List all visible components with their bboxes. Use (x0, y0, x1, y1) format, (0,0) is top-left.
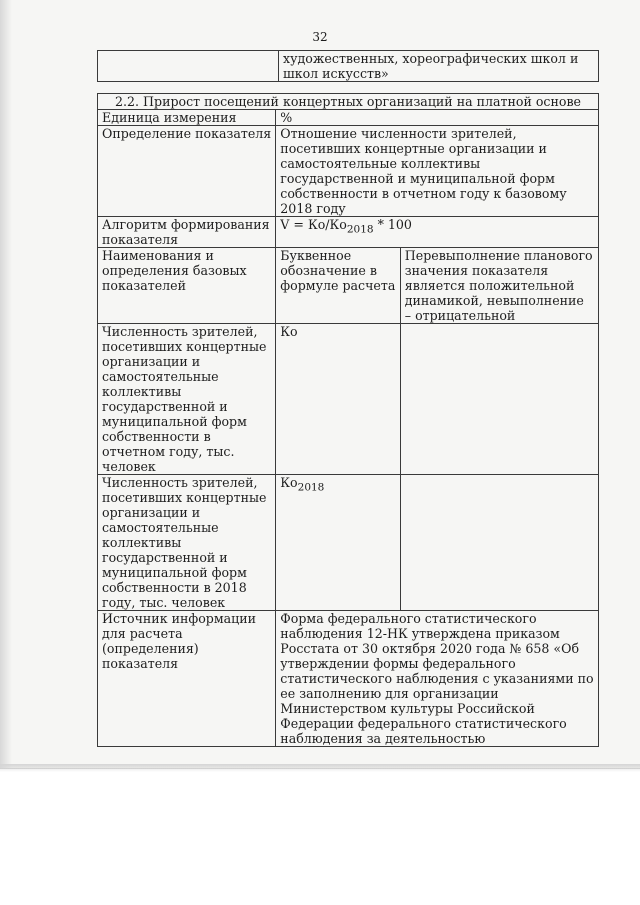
scan-shadow-left (0, 0, 12, 768)
unit-value: % (276, 110, 599, 126)
formula-suffix: * 100 (373, 217, 412, 232)
formula-prefix: V = Ко/Ко (280, 217, 347, 232)
ko2018-label: Численность зрителей, посетивших концертные организации и самостоятельные коллективы государственной и муниципальной форм собственности в 2018 году, тыс. человек (98, 475, 276, 611)
table-row (98, 217, 599, 248)
table-row (98, 51, 599, 82)
base-indicators-label: Наименования и определения базовых показателей (98, 248, 276, 324)
unit-label: Единица измерения (98, 110, 276, 126)
ko2018-symbol (276, 475, 400, 611)
table-row (98, 110, 599, 126)
algorithm-formula (276, 217, 599, 248)
table-row (98, 126, 599, 217)
indicator-title: 2.2. Прирост посещений концертных организаций на платной основе (98, 94, 599, 110)
symbol-header: Буквенное обозначение в формуле расчета (276, 248, 400, 324)
indicator-table (97, 93, 599, 747)
empty-cell (98, 51, 279, 82)
table-row (98, 475, 599, 611)
table-row (98, 324, 599, 475)
continuation-table (97, 50, 599, 82)
scan-bottom-edge (0, 764, 640, 772)
source-label: Источник информации для расчета (определения) показателя (98, 611, 276, 747)
formula-subscript: 2018 (346, 223, 374, 236)
table-row (98, 94, 599, 110)
dynamics-note: Перевыполнение планового значения показателя является положительной динамикой, невыполнение – отрицательной (400, 248, 598, 324)
table-row (98, 248, 599, 324)
algorithm-label: Алгоритм формирования показателя (98, 217, 276, 248)
page-number: 32 (312, 30, 328, 44)
definition-value: Отношение численности зрителей, посетивших концертные организации и самостоятельные коллективы государственной и муниципальной форм собственности в отчетном году к базовому 2018 году (276, 126, 599, 217)
ko-label: Численность зрителей, посетивших концертные организации и самостоятельные коллективы государственной и муниципальной форм собственности в отчетном году, тыс. человек (98, 324, 276, 475)
ko-symbol: Ко (276, 324, 400, 475)
ko2018-symbol-subscript: 2018 (297, 481, 325, 494)
source-value: Форма федерального статистического наблюдения 12-НК утверждена приказом Росстата от 30 октября 2020 года № 658 «Об утверждении формы федерального статистического наблюдения с указаниями по ее заполнению для организации Министерством культуры Российской Федерации федерального статистического наблюдения за деятельностью (276, 611, 599, 747)
continuation-text: художественных, хореографических школ и школ искусств» (279, 51, 599, 82)
empty-cell (400, 324, 598, 475)
definition-label: Определение показателя (98, 126, 276, 217)
empty-cell (400, 475, 598, 611)
table-row (98, 611, 599, 747)
ko2018-symbol-base: Ко (280, 475, 298, 490)
